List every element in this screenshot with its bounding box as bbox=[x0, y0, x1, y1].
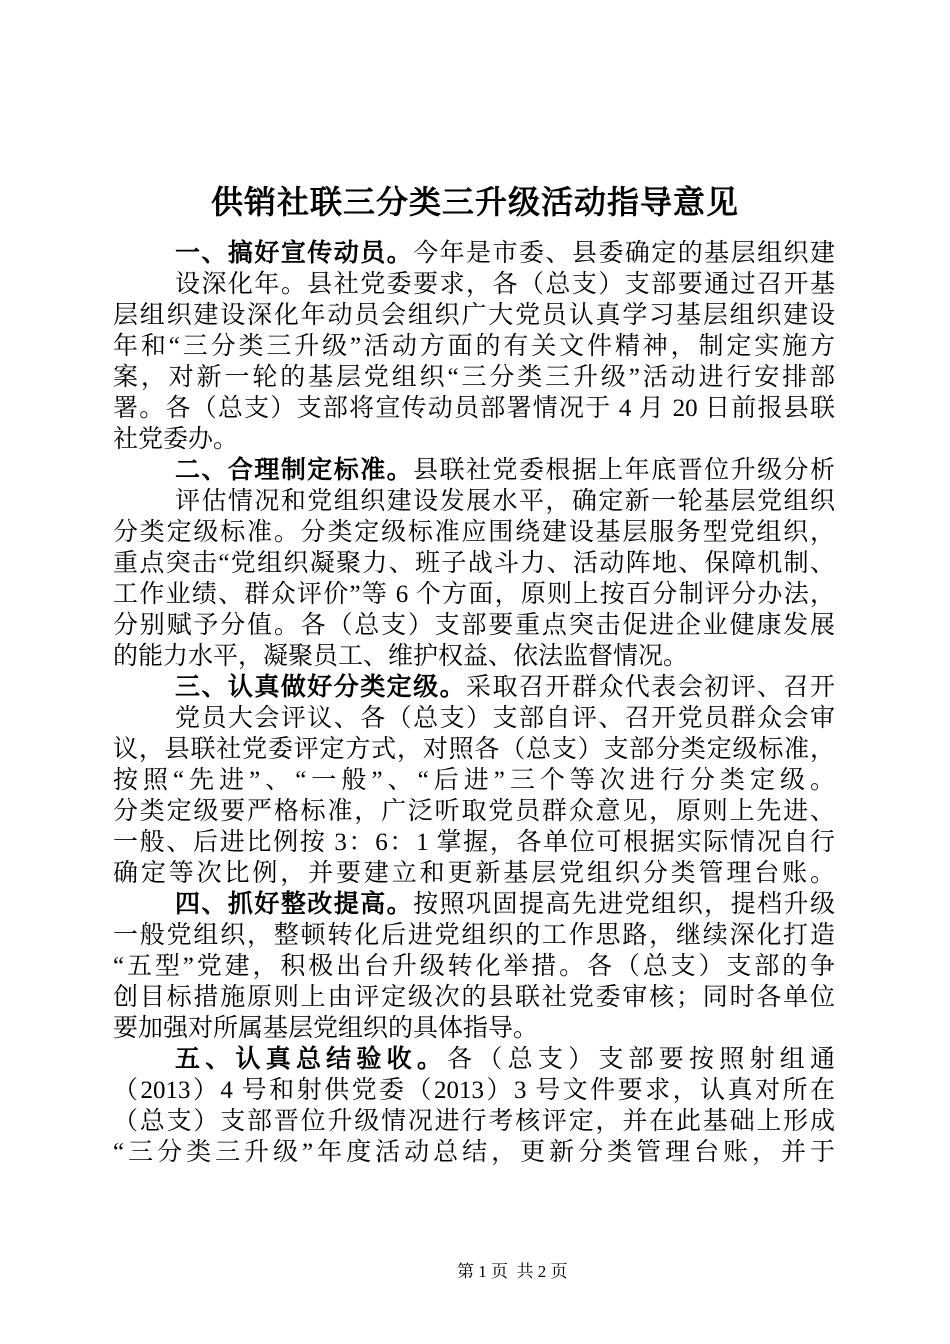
section-heading: 五、认真总结验收。 bbox=[175, 1045, 448, 1073]
text-line: 一般党组织，整顿转化后进党组织的工作思路，继续深化打造 bbox=[113, 922, 835, 949]
section-heading: 二、合理制定标准。 bbox=[175, 456, 414, 484]
paragraph bbox=[113, 238, 835, 455]
text-line: 二、合理制定标准。县联社党委根据上年底晋位升级分析 bbox=[175, 456, 835, 484]
text-line: 确定等次比例，并要建立和更新基层党组织分类管理台账。 bbox=[113, 860, 835, 887]
page-number-text: 第 1 页 共 2 页 bbox=[457, 1262, 568, 1281]
section-heading: 四、抓好整改提高。 bbox=[175, 890, 414, 918]
text-line: 要加强对所属基层党组织的具体指导。 bbox=[113, 1015, 539, 1042]
paragraph bbox=[113, 672, 835, 889]
document-title: 供销社联三分类三升级活动指导意见 bbox=[210, 184, 739, 220]
text-line: 党员大会评议、各（总支）支部自评、召开党员群众会审 bbox=[175, 705, 835, 732]
section-heading: 三、认真做好分类定级。 bbox=[175, 673, 467, 701]
text-line: 议，县联社党委评定方式，对照各（总支）支部分类定级标准， bbox=[113, 736, 835, 763]
text-line: 一般、后进比例按 3：6：1 掌握，各单位可根据实际情况自行 bbox=[113, 829, 835, 856]
text-line: 层组织建设深化年动员会组织广大党员认真学习基层组织建设 bbox=[113, 302, 835, 329]
paragraph bbox=[113, 1044, 835, 1168]
text-line: “三分类三升级”年度活动总结，更新分类管理台账，并于 bbox=[113, 1139, 835, 1166]
text-line: 创目标措施原则上由评定级次的县联社党委审核；同时各单位 bbox=[113, 984, 835, 1011]
text-line: 按照“先进”、“一般”、“后进”三个等次进行分类定级。 bbox=[113, 767, 835, 794]
text-line: 四、抓好整改提高。按照巩固提高先进党组织，提档升级 bbox=[175, 890, 835, 918]
text-line: 工作业绩、群众评价”等 6 个方面，原则上按百分制评分办法， bbox=[113, 581, 835, 608]
text-line: 的能力水平，凝聚员工、维护权益、依法监督情况。 bbox=[113, 643, 689, 670]
text-line: 五、认真总结验收。各（总支）支部要按照射组通 bbox=[175, 1045, 835, 1073]
text-line: 重点突击“党组织凝聚力、班子战斗力、活动阵地、保障机制、 bbox=[113, 550, 835, 577]
text-line: 署。各（总支）支部将宣传动员部署情况于 4 月 20 日前报县联 bbox=[113, 395, 835, 422]
paragraph bbox=[113, 455, 835, 672]
text-line: 一、搞好宣传动员。今年是市委、县委确定的基层组织建 bbox=[175, 239, 835, 267]
paragraph bbox=[113, 889, 835, 1044]
text-line: 三、认真做好分类定级。采取召开群众代表会初评、召开 bbox=[175, 673, 835, 701]
section-heading: 一、搞好宣传动员。 bbox=[175, 239, 414, 267]
text-line: 评估情况和党组织建设发展水平，确定新一轮基层党组织 bbox=[175, 488, 835, 515]
document-body bbox=[113, 238, 835, 1168]
text-line: 分类定级要严格标准，广泛听取党员群众意见，原则上先进、 bbox=[113, 798, 835, 825]
page-footer bbox=[440, 1239, 568, 1305]
text-line: 分类定级标准。分类定级标准应围绕建设基层服务型党组织， bbox=[113, 519, 835, 546]
text-line: 分别赋予分值。各（总支）支部要重点突击促进企业健康发展 bbox=[113, 612, 835, 639]
text-line: （总支）支部晋位升级情况进行考核评定，并在此基础上形成 bbox=[113, 1108, 835, 1135]
text-line: “五型”党建，积极出台升级转化举措。各（总支）支部的争 bbox=[113, 953, 835, 980]
text-line: 案，对新一轮的基层党组织“三分类三升级”活动进行安排部 bbox=[113, 364, 835, 391]
text-line: （2013）4 号和射供党委（2013）3 号文件要求，认真对所在 bbox=[113, 1077, 835, 1104]
text-line: 社党委办。 bbox=[113, 426, 239, 453]
text-line: 年和“三分类三升级”活动方面的有关文件精神，制定实施方 bbox=[113, 333, 835, 360]
text-line: 设深化年。县社党委要求，各（总支）支部要通过召开基 bbox=[175, 271, 835, 298]
